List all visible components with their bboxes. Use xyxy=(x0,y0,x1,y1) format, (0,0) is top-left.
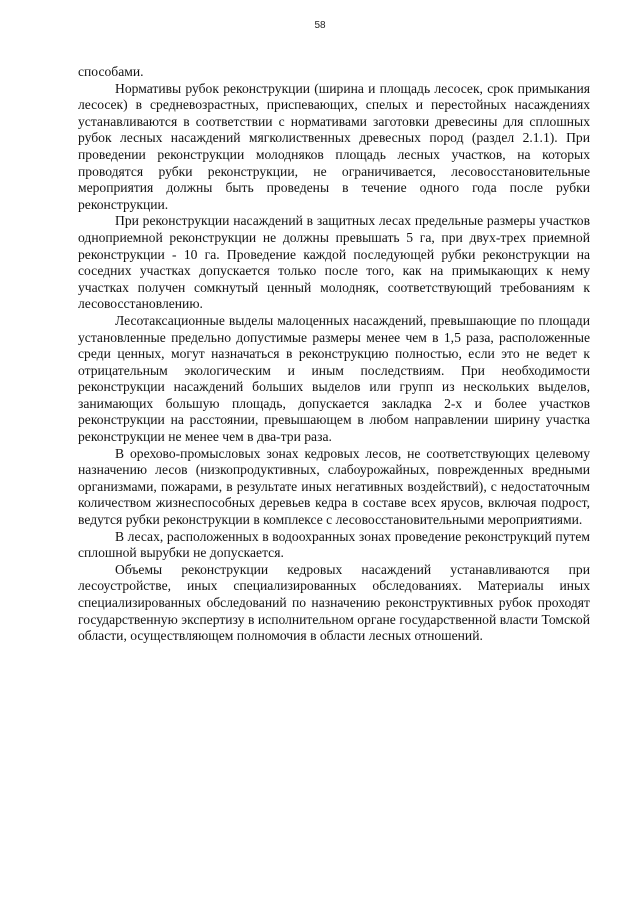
paragraph-forest-stands: Лесотаксационные выделы малоценных насаждений, превышающие по площади установленные предельно допустимые размеры менее чем в 1,5 раза, расположенные среди ценных, могут назначаться в реконструкцию полностью, если это не ведет к отрицательным экологическим и иным последствиям. При необходимости реконструкции насаждений больших выделов или групп из нескольких выделов, занимающих большую площадь, допускается закладка 2-х и более участков реконструкции на расстоянии, превышающем в любом направлении ширину участка реконструкции не менее чем в два-три раза. xyxy=(78,312,590,445)
paragraph-cedar-volumes: Объемы реконструкции кедровых насаждений устанавливаются при лесоустройстве, иных специализированных обследованиях. Материалы иных специализированных обследований по назначению реконструктивных рубок проходят государственную экспертизу в исполнительном органе государственной власти Томской области, осуществляющем полномочия в области лесных отношений. xyxy=(78,561,590,644)
page-number: 58 xyxy=(314,20,326,31)
paragraph-cedar-zones: В орехово-промысловых зонах кедровых лесов, не соответствующих целевому назначению лесов (низкопродуктивных, слабоурожайных, поврежденных вредными организмами, пожарами, в результате иных негативных воздействий), с недостаточным количеством жизнеспособных деревьев кедра в составе всех ярусов, включая подрост, ведутся рубки реконструкции в комплексе с лесовосстановительными мероприятиями. xyxy=(78,445,590,528)
document-body xyxy=(78,64,590,645)
paragraph-continuation: способами. xyxy=(78,64,144,79)
paragraph-reconstruction-norms: Нормативы рубок реконструкции (ширина и площадь лесосек, срок примыкания лесосек) в средневозрастных, приспевающих, спелых и перестойных насаждениях устанавливаются в соответствии с нормативами заготовки древесины для сплошных рубок лесных насаждений мягколиственных древесных пород (раздел 2.1.1). При проведении реконструкции молодняков площадь лесных участков, на которых проводятся рубки реконструкции, не ограничивается, лесовосстановительные мероприятия должны быть проведены в течение одного года после рубки реконструкции. xyxy=(78,80,590,212)
paragraph-protective-forests: При реконструкции насаждений в защитных лесах предельные размеры участков одноприемной реконструкции не должны превышать 5 га, при двух-трех приемной реконструкции - 10 га. Проведение каждой последующей рубки реконструкции на соседних участках допускается только после того, как на примыкающих к нему участках получен сомкнутый ценный молодняк, соответствующий требованиям к лесовосстановлению. xyxy=(78,213,590,312)
paragraph-water-protection: В лесах, расположенных в водоохранных зонах проведение реконструкций путем сплошной вырубки не допускается. xyxy=(78,528,590,561)
